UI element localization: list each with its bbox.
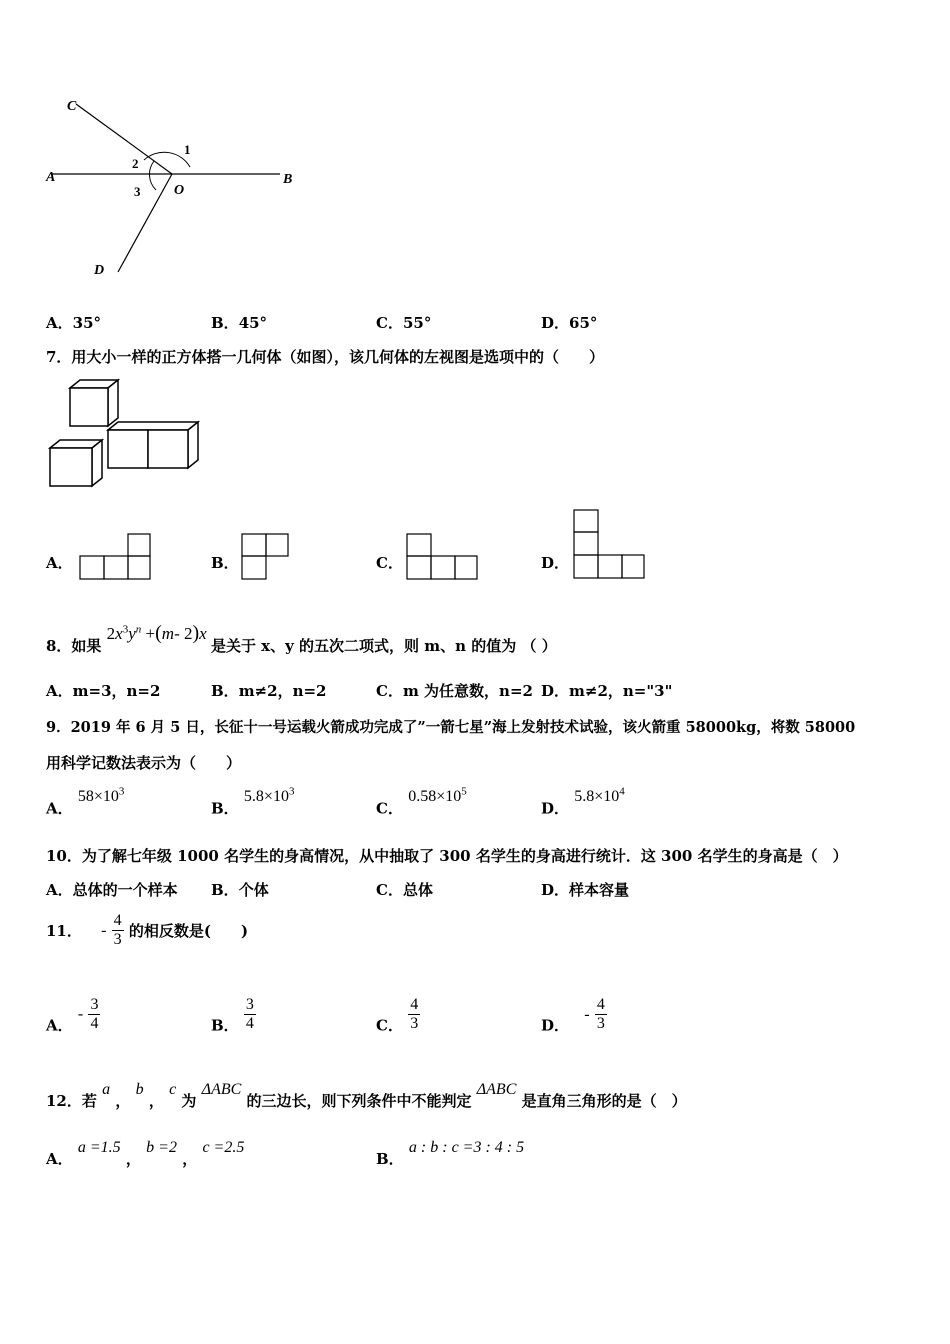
q9-option-b[interactable] [211,786,294,818]
q12-number: 12．若 [46,1092,97,1110]
option-value: $0.58\times 10^5$ [408,786,467,806]
var-a: a [102,1081,111,1098]
option-letter: C． [376,799,403,818]
q12-option-b[interactable]: B． a : b : c =3 : 4 : 5 [376,1139,525,1168]
q8-option-c[interactable] [376,680,533,701]
q7-option-a-view[interactable] [78,532,152,582]
option-text: 55° [402,314,432,332]
option-letter: C． [376,314,403,332]
q7-stem: 7．用大小一样的正方体搭一几何体（如图），该几何体的左视图是选项中的（ ） [46,348,604,366]
arc-angle-2-3 [149,161,156,190]
option-text: m≠2，n=2 [238,682,327,700]
q11-stem [46,912,248,949]
q8-stem-prefix: 8．如果 [46,637,102,655]
triangle-abc: ΔABC [476,1081,517,1098]
label-b: B [283,172,293,187]
q11-number: 11． [46,922,82,940]
q11-sign: - [101,921,107,939]
q12-option-a[interactable]: A． a =1.5 ， b =2 ， c =2.5 [46,1139,245,1168]
option-value: $58\times 10^3$ [77,786,125,806]
q8-option-b[interactable] [211,680,326,701]
q8-option-d[interactable] [541,680,672,701]
q12-end-text: 是直角三角形的是（ ） [521,1092,687,1110]
q8-stem [46,622,557,656]
option-text: 35° [72,314,102,332]
q6-option-b[interactable] [211,312,267,333]
option-letter: D． [541,682,570,700]
option-letter: B． [211,1016,239,1035]
q11-option-a[interactable]: A． - $\frac{3}{4}$ [46,996,99,1035]
q12-sep-2: ， [148,1092,164,1110]
option-fraction: $\frac{4}{3}$ [596,996,605,1032]
option-value: $5.8\times 10^4$ [574,786,625,806]
triangle-abc: ΔABC [201,1081,242,1098]
label-o: O [174,183,185,198]
option-letter: B． [211,682,239,700]
option-fraction: $\frac{4}{3}$ [410,996,419,1032]
option-letter: B． [211,314,239,332]
q10-option-c[interactable] [376,879,433,900]
ray-od [118,174,172,272]
q11-stem-suffix: 的相反数是( ) [128,922,249,940]
q7-option-d-view[interactable] [572,508,648,582]
option-letter: A． [46,314,73,332]
q12-word-wei: 为 [181,1092,197,1110]
option-letter: A． [46,1016,73,1035]
q11-option-c[interactable] [376,996,420,1036]
q7-option-c-letter[interactable]: C． [376,554,403,572]
ray-oc [76,104,172,174]
q10-option-d[interactable] [541,879,629,900]
q9-option-a[interactable] [46,786,124,818]
label-angle-1: 1 [184,142,191,157]
option-text: 样本容量 [569,881,630,899]
var-b: b [135,1081,144,1098]
option-value: $5.8\times 10^3$ [243,786,295,806]
option-letter: C． [376,881,403,899]
option-letter: D． [541,1016,570,1035]
option-letter: B． [211,881,239,899]
q7-option-c-view[interactable] [405,532,481,582]
q7-cube-figure [46,378,208,492]
q6-option-a[interactable] [46,312,101,333]
option-letter: B． [376,1150,404,1168]
q7-option-b-view[interactable] [240,532,292,582]
q9-stem-line1: 9．2019 年 6 月 5 日，长征十一号运载火箭成功完成了”一箭七星”海上发射技术试验，该火箭重 58000kg，将数 58000 [46,719,856,736]
option-text: 个体 [238,881,269,899]
option-text: 45° [238,314,268,332]
label-angle-3: 3 [134,184,141,199]
q6-option-d[interactable] [541,312,597,333]
q9-option-d[interactable] [541,786,625,818]
option-letter: A． [46,682,73,700]
q11-option-d[interactable]: D． - $\frac{4}{3}$ [541,996,605,1035]
q6-option-c[interactable] [376,312,431,333]
q10-option-b[interactable] [211,879,269,900]
q12-sep-1: ， [115,1092,131,1110]
option-fraction: $\frac{3}{4}$ [90,996,99,1032]
option-letter: A． [46,799,73,818]
option-letter: A． [46,881,73,899]
label-angle-2: 2 [132,156,139,171]
option-letter: D． [541,314,570,332]
option-letter: A． [46,1150,73,1168]
label-d: D [94,263,105,278]
q12-mid-text: 的三边长，则下列条件中不能判定 [246,1092,472,1110]
var-c: c [169,1081,177,1098]
option-text: m 为任意数，n=2 [402,682,533,700]
q9-option-c[interactable] [376,786,467,818]
q9-stem-line2: 用科学记数法表示为（ ） [46,754,242,772]
label-a: A [46,170,56,185]
option-text: 65° [569,314,598,332]
label-c: C [67,99,77,114]
q7-option-b-letter[interactable]: B． [211,554,239,572]
option-letter: D． [541,881,570,899]
q10-stem: 10．为了解七年级 1000 名学生的身高情况，从中抽取了 300 名学生的身高进行统计．这 300 名学生的身高是（ ） [46,847,848,865]
q7-option-a-letter[interactable]: A． [46,554,73,572]
q12-stem [46,1080,687,1111]
option-letter: C． [376,1016,403,1035]
option-fraction: $\frac{3}{4}$ [245,996,254,1032]
q11-stem-fraction: $\frac{4}{3}$ [113,912,122,948]
q11-option-b[interactable] [211,996,256,1036]
option-text: m≠2，n="3" [569,682,673,700]
q10-option-a[interactable] [46,879,178,900]
option-letter: C． [376,682,403,700]
q8-expression: $2x^3y^n +(m-$ 2)x [106,622,207,644]
q7-option-d-letter[interactable]: D． [541,554,570,572]
option-text: 总体 [402,881,433,899]
option-letter: B． [211,799,239,818]
q8-option-a[interactable] [46,680,160,701]
angle-figure [40,90,310,285]
option-text: 总体的一个样本 [72,881,178,899]
option-text: m=3，n=2 [72,682,161,700]
q8-stem-suffix: 是关于 x、y 的五次二项式，则 m、n 的值为 （ ） [210,637,557,655]
option-letter: D． [541,799,570,818]
